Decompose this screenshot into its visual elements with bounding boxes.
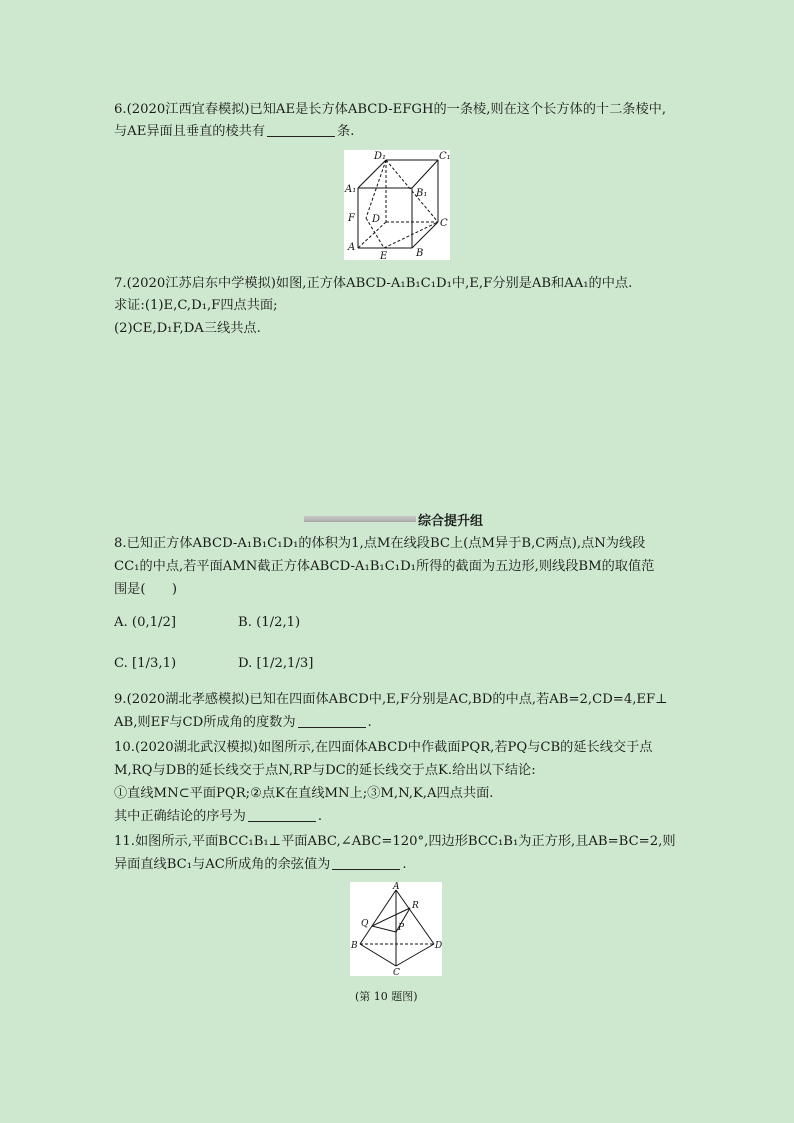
q9-line2 bbox=[114, 713, 372, 733]
q8-option-d-text: [1/2,1/3] bbox=[256, 656, 314, 671]
q11-line2-end: . bbox=[402, 857, 407, 872]
q11-line1: 11.如图所示,平面BCC₁B₁⊥平面ABC,∠ABC=120°,四边形BCC₁B₁为正方形,且AB=BC=2,则 bbox=[114, 834, 676, 849]
q8-option-d-label: D. bbox=[238, 656, 253, 671]
label-C: C bbox=[393, 968, 400, 976]
q9-answer-blank bbox=[298, 714, 366, 728]
label-C1: C₁ bbox=[439, 151, 450, 162]
q8-option-b[interactable] bbox=[238, 615, 300, 630]
q10-line4-end: . bbox=[317, 809, 323, 824]
q10-line3: ①直线MN⊂平面PQR;②点K在直线MN上;③M,N,K,A四点共面. bbox=[114, 786, 494, 801]
q6-line2 bbox=[114, 122, 354, 142]
cuboid-diagram bbox=[344, 150, 450, 260]
q7-line1: 7.(2020江苏启东中学模拟)如图,正方体ABCD-A₁B₁C₁D₁中,E,F分别是AB和AA₁的中点. bbox=[114, 276, 633, 291]
q10-answer-blank bbox=[248, 808, 316, 822]
label-Q: Q bbox=[361, 919, 369, 929]
cuboid-figure bbox=[344, 150, 450, 260]
label-D: D bbox=[372, 214, 381, 225]
q11-answer-blank bbox=[332, 856, 400, 870]
q8-option-b-label: B. bbox=[238, 615, 252, 630]
label-A: A bbox=[393, 882, 400, 892]
label-C: C bbox=[440, 218, 448, 229]
tetrahedron-diagram bbox=[350, 882, 442, 976]
q9-line2-text: AB,则EF与CD所成角的度数为 bbox=[114, 715, 296, 730]
label-A1: A₁ bbox=[345, 184, 357, 195]
label-D1: D₁ bbox=[374, 151, 387, 162]
label-E: E bbox=[380, 251, 388, 260]
label-R: R bbox=[412, 901, 419, 911]
q8-line1: 8.已知正方体ABCD-A₁B₁C₁D₁的体积为1,点M在线段BC上(点M异于B,C两点),点N为线段 bbox=[114, 536, 646, 551]
tetrahedron-figure bbox=[350, 882, 442, 976]
label-B: B bbox=[351, 941, 358, 951]
q6-line1: 6.(2020江西宜春模拟)已知AE是长方体ABCD-EFGH的一条棱,则在这个长方体的十二条棱中, bbox=[114, 102, 667, 117]
q9-line1: 9.(2020湖北孝感模拟)已知在四面体ABCD中,E,F分别是AC,BD的中点,若AB=2,CD=4,EF⊥ bbox=[114, 692, 668, 707]
q6-line2-text: 与AE异面且垂直的棱共有 bbox=[114, 124, 266, 139]
q8-option-a-label: A. bbox=[114, 615, 128, 630]
figure-caption: (第 10 题图) bbox=[355, 990, 418, 1003]
q7-line2: 求证:(1)E,C,D₁,F四点共面; bbox=[114, 298, 278, 313]
q6-line2-end: 条. bbox=[337, 124, 355, 139]
q10-line4 bbox=[114, 807, 322, 827]
q6-answer-blank bbox=[267, 123, 335, 137]
q9-line2-end: . bbox=[367, 715, 372, 730]
q10-line2: M,RQ与DB的延长线交于点N,RP与DC的延长线交于点K.给出以下结论: bbox=[114, 763, 536, 778]
q11-line2-text: 异面直线BC₁与AC所成角的余弦值为 bbox=[114, 857, 331, 872]
section-title: 综合提升组 bbox=[418, 514, 484, 529]
q10-line4-text: 其中正确结论的序号为 bbox=[114, 809, 246, 824]
label-F: F bbox=[348, 213, 355, 224]
q8-option-b-text: (1/2,1) bbox=[256, 615, 301, 630]
q8-option-c-text: [1/3,1) bbox=[132, 656, 177, 671]
q8-option-d[interactable] bbox=[238, 656, 313, 671]
q8-option-c-label: C. bbox=[114, 656, 128, 671]
label-P: P bbox=[398, 923, 405, 933]
q8-option-a-text: (0,1/2] bbox=[131, 615, 177, 630]
q8-line2: CC₁的中点,若平面AMN截正方体ABCD-A₁B₁C₁D₁所得的截面为五边形,则线段BM的取值范 bbox=[114, 559, 655, 574]
q8-option-c[interactable] bbox=[114, 656, 176, 671]
label-B: B bbox=[416, 248, 424, 259]
q7-line3: (2)CE,D₁F,DA三线共点. bbox=[114, 321, 261, 336]
section-header bbox=[304, 510, 494, 528]
label-B1: B₁ bbox=[416, 188, 428, 199]
q8-option-a[interactable] bbox=[114, 615, 176, 630]
section-bar bbox=[304, 516, 416, 522]
q11-line2 bbox=[114, 855, 407, 875]
q8-line3: 围是( ) bbox=[114, 582, 178, 597]
label-D: D bbox=[435, 941, 442, 951]
label-A: A bbox=[348, 242, 356, 253]
q10-line1: 10.(2020湖北武汉模拟)如图所示,在四面体ABCD中作截面PQR,若PQ与CB的延长线交于点 bbox=[114, 740, 653, 755]
